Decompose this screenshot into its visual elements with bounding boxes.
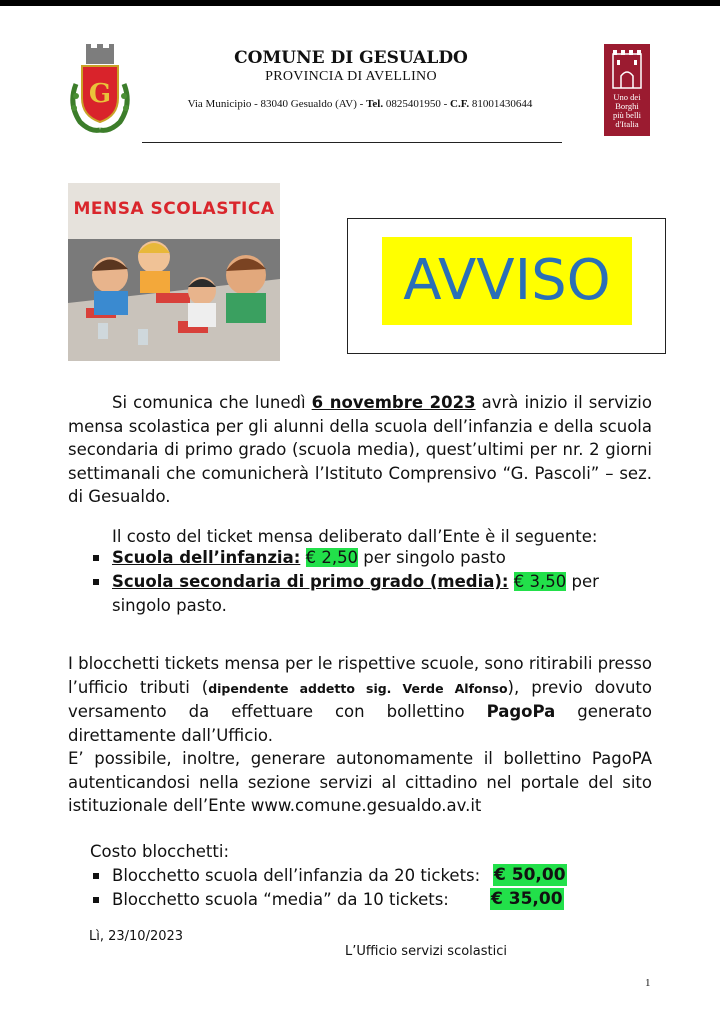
- borghi-line: d'Italia: [615, 119, 639, 129]
- blocchetti-text: ), previo dovuto versamento da effettuare con bollettino: [68, 677, 652, 721]
- notice-title: AVVISO: [403, 248, 611, 313]
- intro-text-cont: avrà inizio il servizio mensa scolastica per gli alunni della scuola dell’infanzia e della scuola secondaria di primo grado (scuola media), quest’ultimi per nr. 2 giorni settimanali che comunicherà l’Istituto Comprensivo “G. Pascoli” – sez. di Gesualdo.: [68, 393, 652, 506]
- crest-letter: G: [88, 79, 112, 109]
- province-name: PROVINCIA DI AVELLINO: [265, 69, 437, 84]
- cf-label: C.F.: [450, 98, 470, 110]
- page-number: 1: [645, 977, 651, 989]
- document-date: Lì, 23/10/2023: [89, 929, 184, 944]
- bullet-icon: [93, 897, 99, 903]
- ticket-price: € 2,50: [305, 548, 359, 567]
- booklet-item-label: Blocchetto scuola dell’infanzia da 20 tickets:: [112, 866, 481, 885]
- blocchetti-paragraph: [68, 652, 652, 818]
- booklet-item-label: Blocchetto scuola “media” da 10 tickets:: [112, 890, 449, 909]
- intro-text: Si comunica che lunedì: [112, 393, 312, 412]
- price-suffix: per singolo pasto: [358, 548, 506, 567]
- borghi-line: Uno dei: [613, 92, 641, 102]
- intro-paragraph: [68, 391, 652, 509]
- bullet-icon: [93, 579, 99, 585]
- tel-label: Tel.: [366, 98, 384, 110]
- tel-value: 0825401950 -: [383, 98, 450, 110]
- comune-crest-logo: [66, 44, 134, 134]
- mensa-illustration: [68, 183, 280, 361]
- address-line: [160, 98, 560, 110]
- issuing-office: L’Ufficio servizi scolastici: [345, 944, 507, 959]
- booklet-price: € 50,00: [494, 865, 566, 885]
- borghi-line: più belli: [612, 110, 642, 120]
- price-suffix-cont: singolo pasto.: [112, 596, 227, 615]
- bullet-icon: [93, 873, 99, 879]
- employee-name: dipendente addetto sig. Verde Alfonso: [208, 680, 508, 696]
- price-suffix: per: [566, 572, 599, 591]
- school-name: Scuola dell’infanzia:: [112, 548, 301, 567]
- blocchetti-text: generato direttamente dall’Ufficio.: [68, 702, 652, 745]
- address-text: Via Municipio - 83040 Gesualdo (AV) -: [187, 98, 367, 110]
- ticket-cost-item: [112, 570, 599, 594]
- ticket-price: € 3,50: [513, 572, 567, 591]
- bullet-icon: [93, 555, 99, 561]
- cf-value: 81001430644: [469, 98, 533, 110]
- top-edge-bar: [0, 0, 720, 6]
- mensa-label: MENSA SCOLASTICA: [73, 199, 275, 219]
- start-date: 6 novembre 2023: [311, 393, 476, 412]
- borghi-line: Borghi: [615, 101, 639, 111]
- header-divider: [142, 142, 562, 143]
- ticket-cost-intro: Il costo del ticket mensa deliberato dall’Ente è il seguente:: [112, 527, 598, 546]
- borghi-logo-text: [604, 93, 650, 129]
- booklet-price: € 35,00: [491, 889, 563, 909]
- pagopa-term: PagoPa: [486, 702, 556, 721]
- school-name: Scuola secondaria di primo grado (media):: [112, 572, 509, 591]
- booklet-cost-title: Costo blocchetti:: [90, 842, 230, 861]
- ticket-cost-item: [112, 546, 506, 570]
- blocchetti-text: I blocchetti tickets mensa per le rispettive scuole, sono ritirabili presso l’ufficio tributi (: [68, 654, 652, 697]
- pagopa-paragraph: E’ possibile, inoltre, generare autonomamente il bollettino PagoPA autenticandosi nella sezione servizi al cittadino nel portale del sito istituzionale dell’Ente www.comune.gesualdo.av.it: [68, 749, 652, 815]
- municipality-title: COMUNE DI GESUALDO: [234, 48, 468, 68]
